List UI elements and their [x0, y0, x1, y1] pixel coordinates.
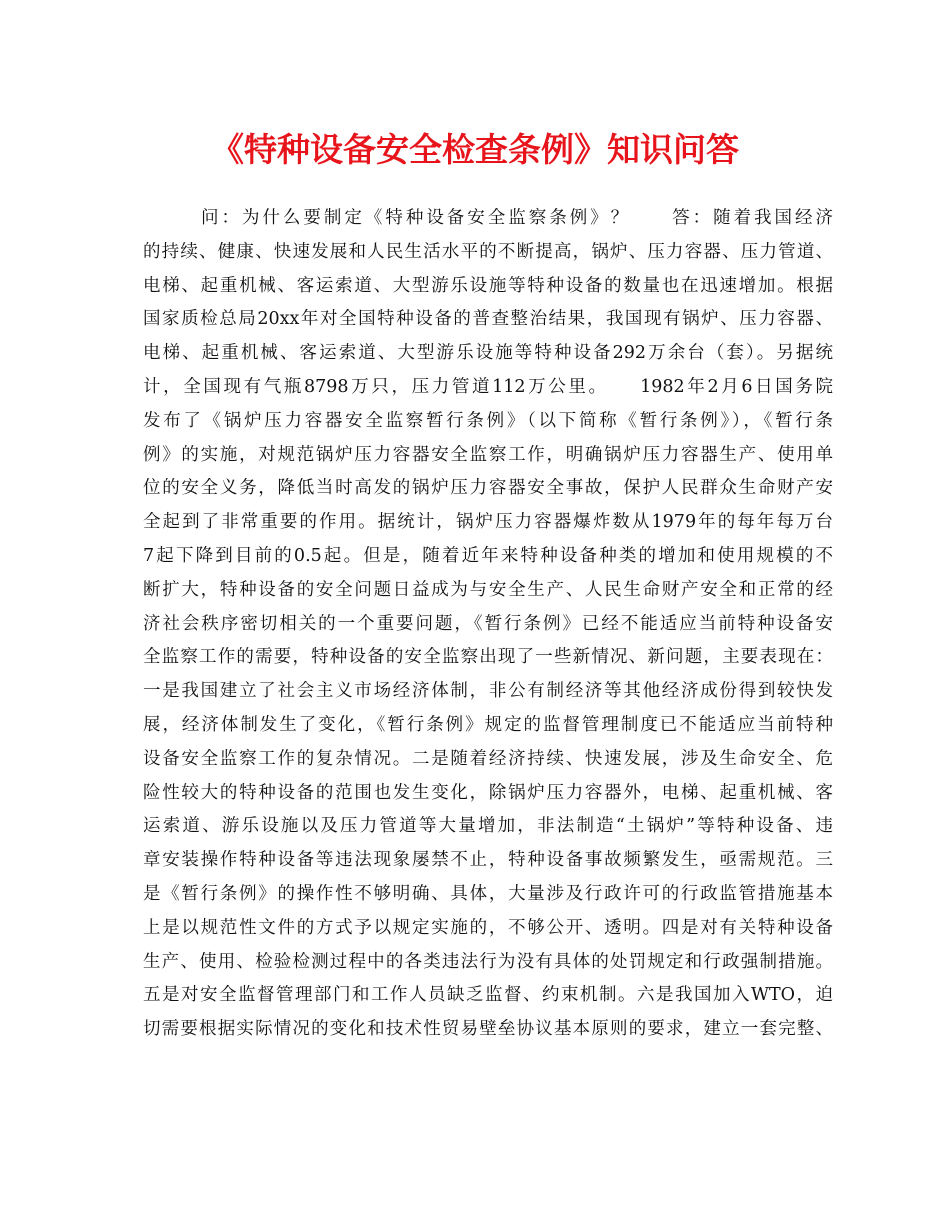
paragraph-line: 五是对安全监督管理部门和工作人员缺乏监督、约束机制。六是我国加入WTO，迫 [143, 985, 833, 1006]
paragraph-line: 计，全国现有气瓶8798万只，压力管道112万公里。 1982年2月6日国务院 [143, 376, 833, 397]
paragraph-line: 生产、使用、检验检测过程中的各类违法行为没有具体的处罚规定和行政强制措施。 [143, 951, 833, 972]
paragraph-line: 电梯、起重机械、客运索道、大型游乐设施等特种设备292万余台（套）。另据统 [143, 343, 833, 364]
paragraph-line: 是《暂行条例》的操作性不够明确、具体，大量涉及行政许可的行政监管措施基本 [143, 883, 833, 904]
paragraph-line: 济社会秩序密切相关的一个重要问题，《暂行条例》已经不能适应当前特种设备安 [143, 613, 833, 634]
paragraph-line: 问：为什么要制定《特种设备安全监察条例》？ 答：随着我国经济 [201, 208, 833, 228]
paragraph-line: 断扩大，特种设备的安全问题日益成为与安全生产、人民生命财产安全和正常的经 [143, 579, 833, 600]
document-body [143, 202, 833, 1047]
paragraph-line: 电梯、起重机械、客运索道、大型游乐设施等特种设备的数量也在迅速增加。根据 [143, 275, 833, 296]
paragraph-line: 全起到了非常重要的作用。据统计，锅炉压力容器爆炸数从1979年的每年每万台 [143, 512, 833, 533]
paragraph-line: 例》的实施，对规范锅炉压力容器安全监察工作，明确锅炉压力容器生产、使用单 [143, 444, 833, 465]
paragraph-line: 上是以规范性文件的方式予以规定实施的，不够公开、透明。四是对有关特种设备 [143, 917, 833, 938]
paragraph-line: 设备安全监察工作的复杂情况。二是随着经济持续、快速发展，涉及生命安全、危 [143, 748, 833, 769]
paragraph-line: 发布了《锅炉压力容器安全监察暂行条例》（以下简称《暂行条例》），《暂行条 [143, 410, 833, 431]
paragraph-line: 的持续、健康、快速发展和人民生活水平的不断提高，锅炉、压力容器、压力管道、 [143, 241, 833, 262]
paragraph-line: 险性较大的特种设备的范围也发生变化，除锅炉压力容器外，电梯、起重机械、客 [143, 782, 833, 803]
paragraph-line: 全监察工作的需要，特种设备的安全监察出现了一些新情况、新问题，主要表现在： [143, 647, 833, 668]
document-title: 《特种设备安全检查条例》知识问答 [211, 130, 739, 169]
paragraph-line: 一是我国建立了社会主义市场经济体制，非公有制经济等其他经济成份得到较快发 [143, 681, 833, 702]
paragraph-line: 运索道、游乐设施以及压力管道等大量增加，非法制造“土锅炉”等特种设备、违 [143, 816, 833, 837]
paragraph-line: 章安装操作特种设备等违法现象屡禁不止，特种设备事故频繁发生，亟需规范。三 [143, 850, 833, 871]
paragraph-line: 展，经济体制发生了变化，《暂行条例》规定的监督管理制度已不能适应当前特种 [143, 714, 833, 735]
paragraph-line: 7起下降到目前的0.5起。但是，随着近年来特种设备种类的增加和使用规模的不 [143, 545, 833, 566]
paragraph-line: 位的安全义务，降低当时高发的锅炉压力容器安全事故，保护人民群众生命财产安 [143, 478, 833, 499]
paragraph-line: 切需要根据实际情况的变化和技术性贸易壁垒协议基本原则的要求，建立一套完整、 [143, 1019, 833, 1040]
paragraph-line: 国家质检总局20xx年对全国特种设备的普查整治结果，我国现有锅炉、压力容器、 [143, 309, 833, 330]
